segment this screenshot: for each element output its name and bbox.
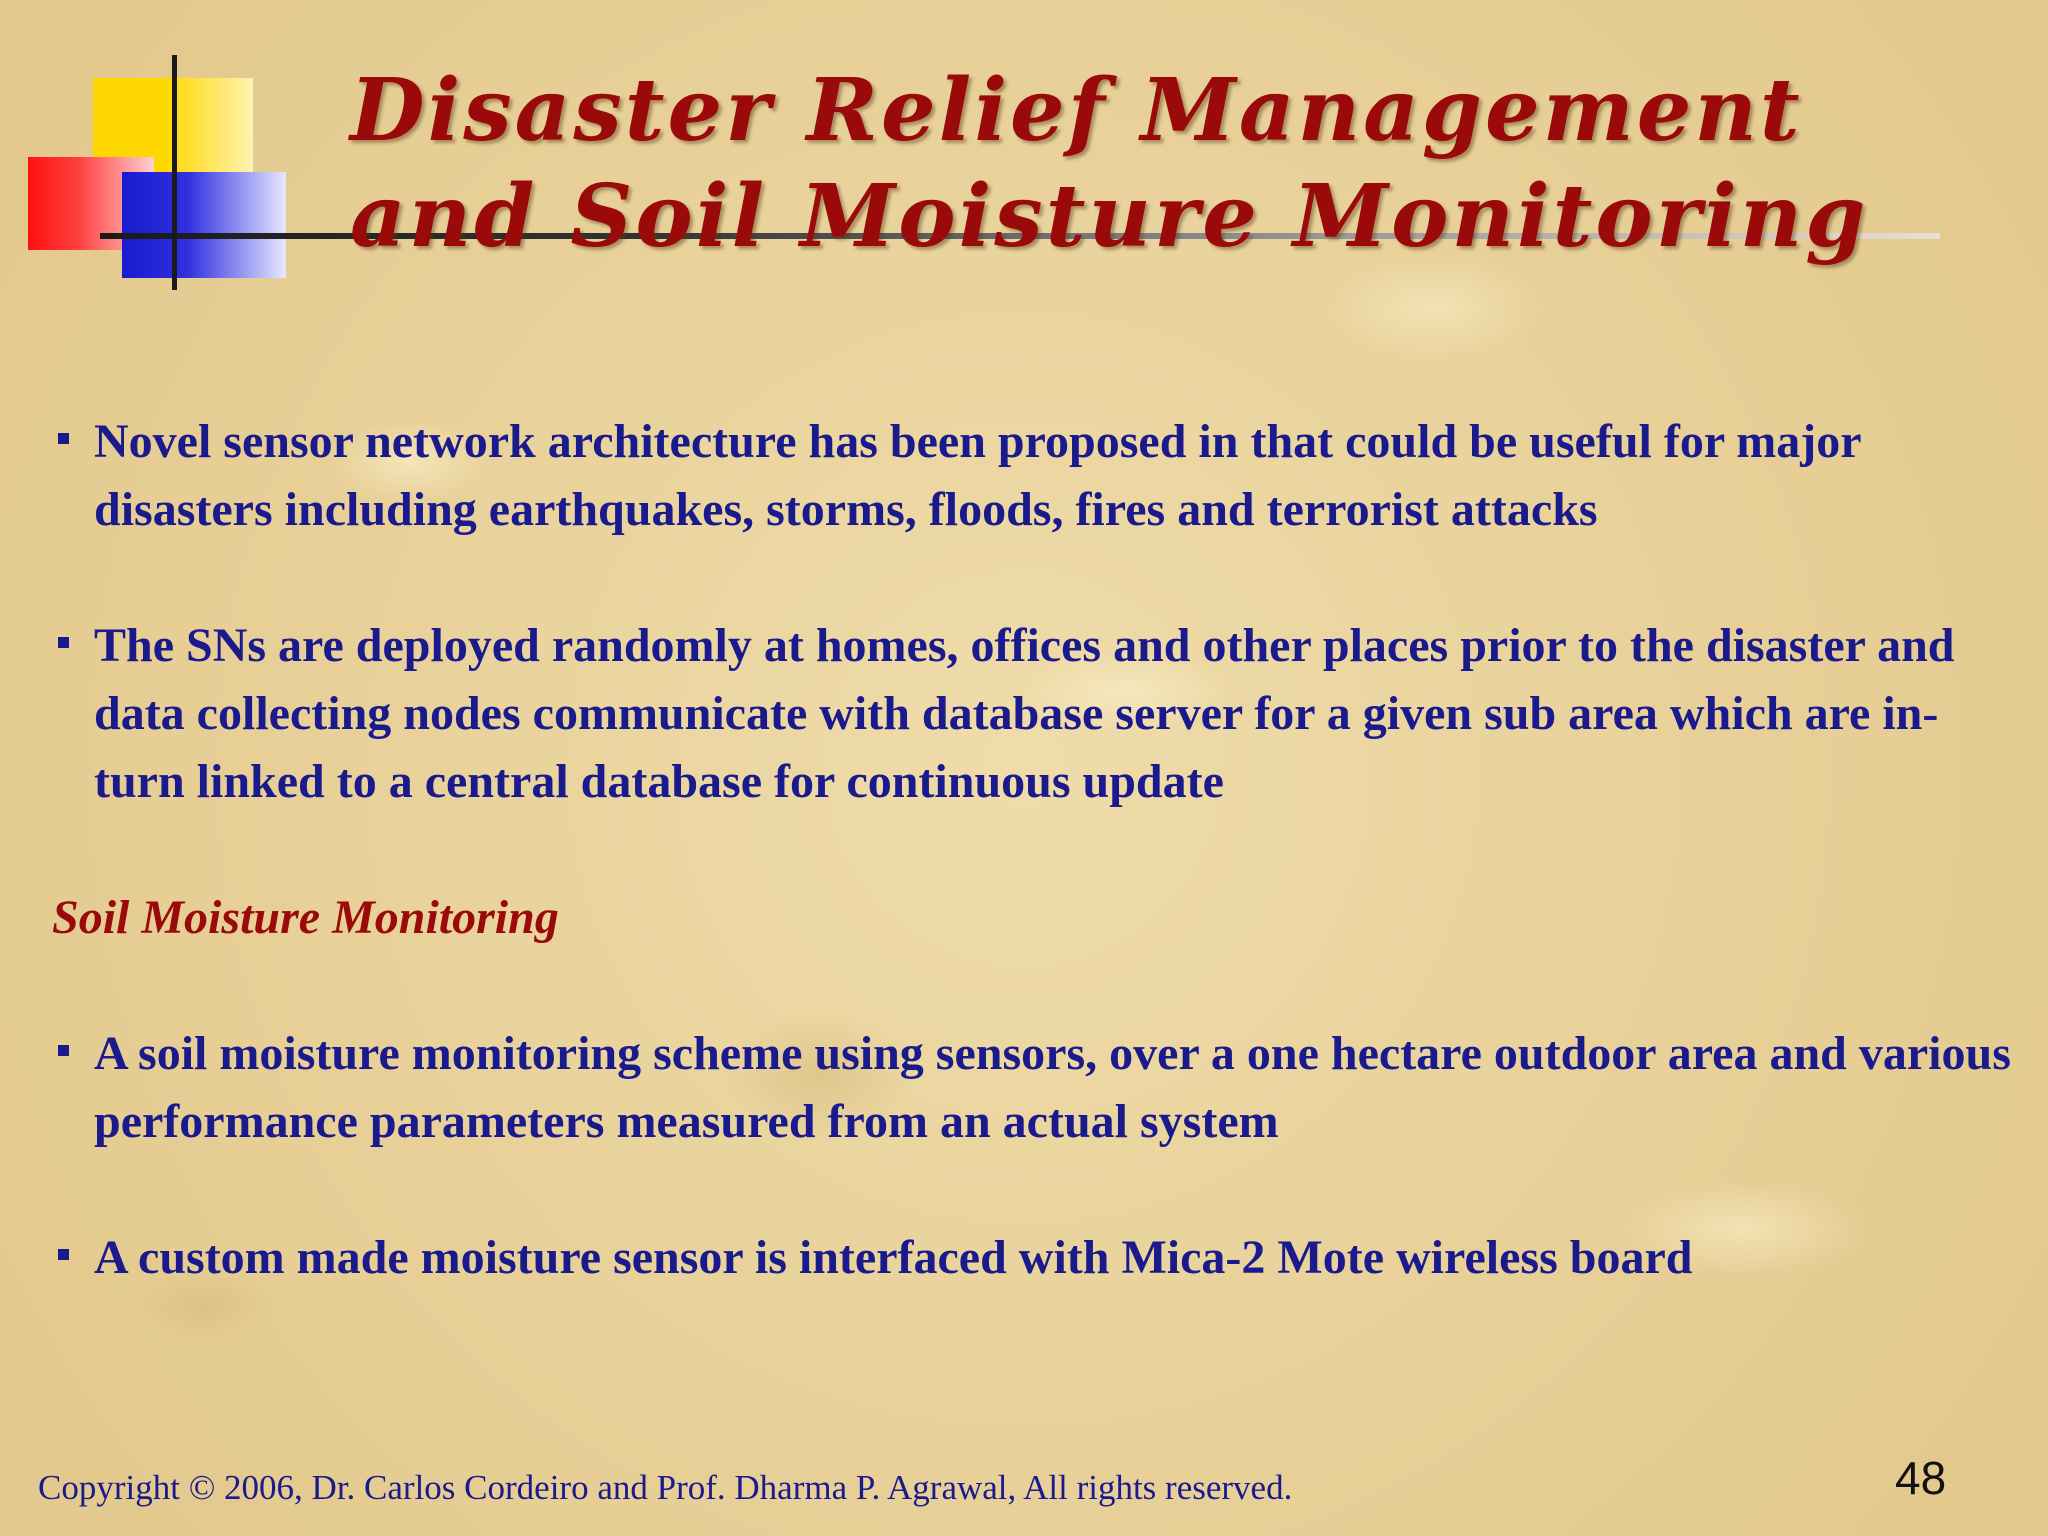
slide-title xyxy=(350,58,1868,270)
square-bullet-icon xyxy=(58,1249,69,1260)
bullet-item xyxy=(55,1020,2015,1156)
square-bullet-icon xyxy=(58,637,69,648)
page-number: 48 xyxy=(1895,1452,1947,1504)
bullet-item xyxy=(55,612,2015,816)
section-subheading: Soil Moisture Monitoring xyxy=(52,891,559,944)
bullet-text: The SNs are deployed randomly at homes, offices and other places prior to the disaster and data collecting nodes communicate with database server for a given sub area which are in-turn linked to a central database for continuous update xyxy=(94,619,1955,808)
square-bullet-icon xyxy=(58,433,69,444)
bullet-text: A soil moisture monitoring scheme using sensors, over a one hectare outdoor area and various performance parameters measured from an actual system xyxy=(94,1027,2011,1148)
bullet-text: Novel sensor network architecture has been proposed in that could be useful for major disasters including earthquakes, storms, floods, fires and terrorist attacks xyxy=(94,415,1861,536)
slide-body xyxy=(52,408,2015,1292)
logo-blue-square xyxy=(122,172,286,278)
bullet-text: A custom made moisture sensor is interfaced with Mica-2 Mote wireless board xyxy=(94,1231,1693,1284)
bullet-item xyxy=(55,1224,2015,1292)
copyright-notice: Copyright © 2006, Dr. Carlos Cordeiro and Prof. Dharma P. Agrawal, All rights reserved. xyxy=(38,1468,1293,1507)
slide-title-line-1: Disaster Relief Management xyxy=(350,60,1803,161)
square-bullet-icon xyxy=(58,1045,69,1056)
logo-vertical-line xyxy=(172,55,177,290)
bullet-item xyxy=(55,408,2015,544)
slide-title-line-2: and Soil Moisture Monitoring xyxy=(350,166,1869,267)
